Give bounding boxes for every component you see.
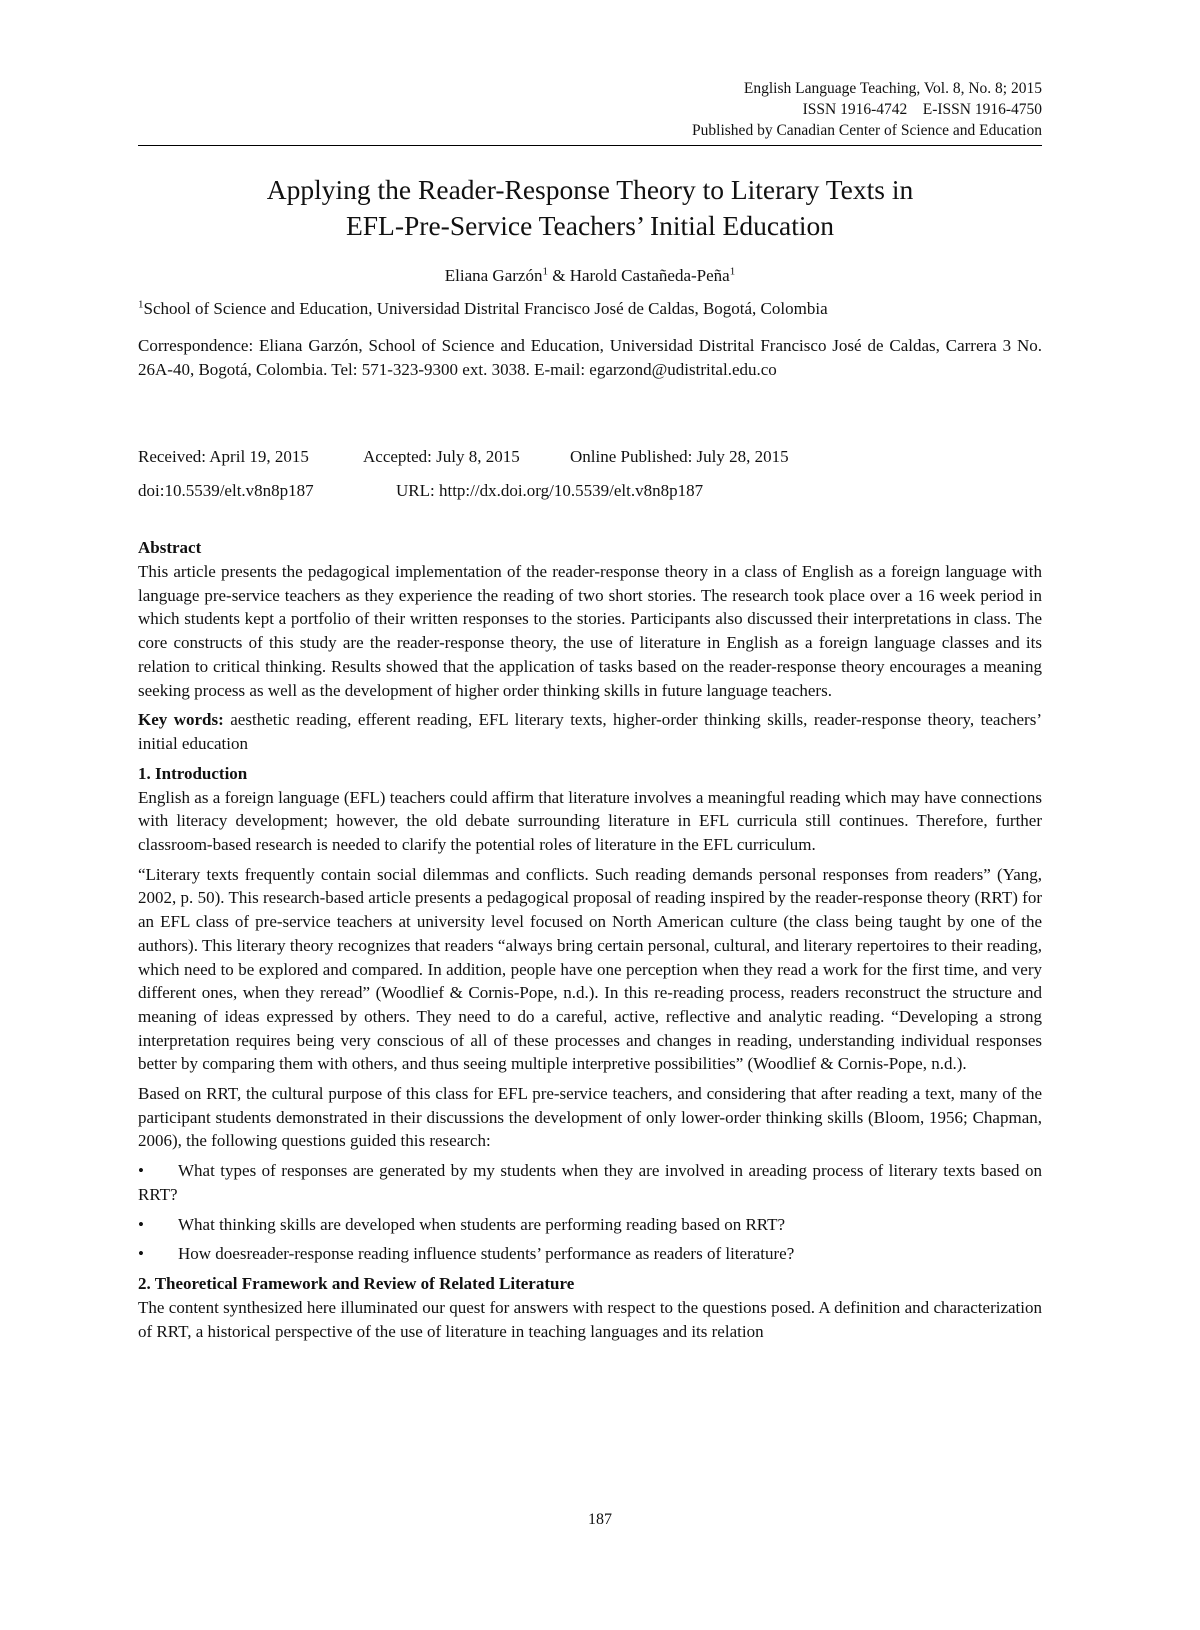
bullet-icon: • — [138, 1161, 144, 1181]
affiliation-mark: 1 — [138, 298, 144, 311]
affiliation — [138, 298, 1042, 320]
list-item — [138, 1242, 1042, 1266]
author-list — [138, 265, 1042, 287]
bullet-icon: • — [138, 1214, 144, 1234]
running-head — [138, 78, 1042, 146]
affiliation-text: School of Science and Education, Universidad Distrital Francisco José de Caldas, Bogotá, Colombia — [143, 299, 828, 318]
doi-url[interactable]: URL: http://dx.doi.org/10.5539/elt.v8n8p187 — [396, 481, 704, 500]
keywords — [138, 708, 1042, 755]
title-line-2: EFL-Pre-Service Teachers’ Initial Education — [345, 210, 835, 241]
author-2-affil-mark: 1 — [729, 265, 736, 278]
received-date: Received: April 19, 2015 — [138, 447, 309, 466]
abstract-text: This article presents the pedagogical implementation of the reader-response theory in a class of English as a foreign language with language pre-service teachers as they experience the reading of two short stories. The research took place over a 16 week period in which students kept a portfolio of their written responses to the stories. Participants also discussed their interpretations in class. The core constructs of this study are the reader-response theory, the use of literature in English as a foreign language classes and its relation to critical thinking. Results showed that the application of tasks based on the reader-response theory encourages a meaning seeking process as well as the development of higher order thinking skills in future language teachers. — [138, 562, 1042, 700]
paragraph: “Literary texts frequently contain social dilemmas and conflicts. Such reading demands personal responses from readers” (Yang, 2002, p. 50). This research-based article presents a pedagogical proposal of reading inspired by the reader-response theory (RRT) for an EFL class of pre-service teachers at university level focused on North American culture (the class being taught by one of the authors). This literary theory recognizes that readers “always bring certain personal, cultural, and literary repertoires to their reading, which need to be explored and compared. In addition, people have one perception when they read a work for the first time, and very different ones, when they reread” (Woodlief & Cornis-Pope, n.d.). In this re-reading process, readers reconstruct the structure and meaning of ideas expressed by others. They need to do a careful, active, reflective and analytic reading. “Developing a strong interpretation requires being very conscious of all of these processes and changes in reading, understanding individual responses better by comparing them with others, and thus seeing multiple interpretive possibilities” (Woodlief & Cornis-Pope, n.d.). — [138, 864, 1042, 1074]
keywords-label: Key words: — [138, 710, 224, 730]
accepted-date: Accepted: July 8, 2015 — [363, 447, 520, 466]
paragraph: English as a foreign language (EFL) teachers could affirm that literature involves a meaningful reading which may have connections with literacy development; however, the old debate surrounding literature in EFL curricula still continues. Therefore, further classroom-based research is needed to clarify the potential roles of literature in the EFL curriculum. — [138, 787, 1042, 855]
header-rule — [138, 145, 1042, 146]
publisher-line: Published by Canadian Center of Science and Education — [692, 122, 1042, 139]
paragraph: Based on RRT, the cultural purpose of this class for EFL pre-service teachers, and considering that after reading a text, many of the participant students demonstrated in their discussions the development of only lower-order thinking skills (Bloom, 1956; Chapman, 2006), the following questions guided this research: — [138, 1084, 1042, 1151]
correspondence: Correspondence: Eliana Garzón, School of Science and Education, Universidad Distrital Francisco José de Caldas, Carrera 3 No. 26A-40, Bogotá, Colombia. Tel: 571-323-9300 ext. 3038. E-mail: egarzond@udistrital.edu.co — [138, 336, 1042, 379]
issn-line: ISSN 1916-4742 E-ISSN 1916-4750 — [802, 101, 1042, 118]
abstract-heading: Abstract — [138, 538, 202, 557]
paragraph: The content synthesized here illuminated our quest for answers with respect to the questions posed. A definition and characterization of RRT, a historical perspective of the use of literature in teaching languages and its relation — [138, 1297, 1042, 1341]
title-line-1: Applying the Reader-Response Theory to Literary Texts in — [266, 174, 914, 205]
journal-citation: English Language Teaching, Vol. 8, No. 8; 2015 — [743, 80, 1042, 97]
author-separator: & — [547, 266, 570, 285]
list-item-text: What thinking skills are developed when students are performing reading based on RRT? — [178, 1214, 786, 1234]
list-item — [138, 1159, 1042, 1206]
paper-title — [138, 172, 1042, 244]
author-1-affil-mark: 1 — [542, 265, 548, 278]
published-date: Online Published: July 28, 2015 — [570, 447, 789, 466]
doi: doi:10.5539/elt.v8n8p187 — [138, 481, 314, 500]
article-body — [138, 536, 1042, 1349]
author-1: Eliana Garzón — [444, 266, 543, 285]
keywords-text: aesthetic reading, efferent reading, EFL literary texts, higher-order thinking skills, reader-response theory, teachers’ initial education — [138, 710, 1042, 753]
bullet-icon: • — [138, 1244, 144, 1264]
list-item — [138, 1213, 1042, 1237]
list-item-text: What types of responses are generated by my students when they are involved in areading process of literary texts based on RRT? — [138, 1161, 1042, 1204]
section-2-heading: 2. Theoretical Framework and Review of Related Literature — [138, 1273, 575, 1293]
author-2: Harold Castañeda-Peña — [569, 266, 730, 285]
page-number: 187 — [588, 1511, 612, 1528]
section-1-heading: 1. Introduction — [138, 763, 248, 783]
list-item-text: How doesreader-response reading influence students’ performance as readers of literature? — [178, 1244, 795, 1264]
